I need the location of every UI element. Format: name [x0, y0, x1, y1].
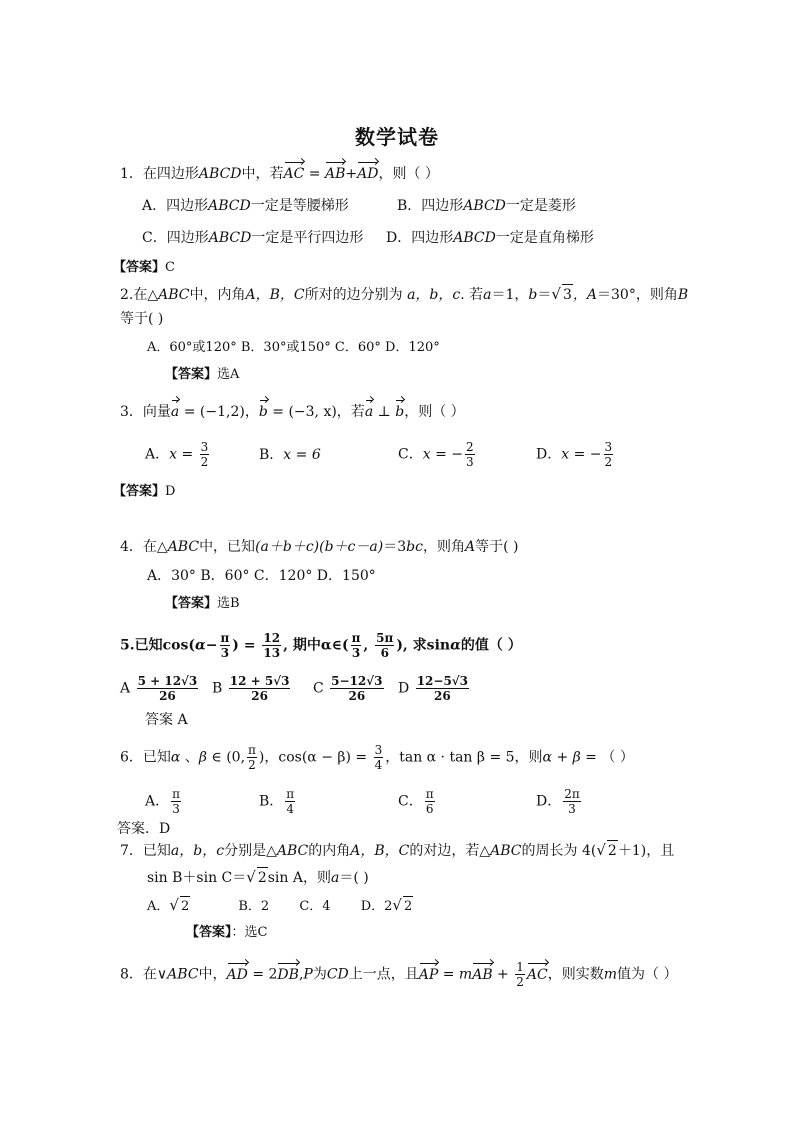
question-2-stem: 2.在△ABC中，内角A，B，C所对的边分别为 a，b，c. 若a＝1，b＝√ 3，A＝30°，则角B	[120, 285, 689, 303]
question-5-option-a: A $\frac{5 + 12√3}{26}$	[120, 674, 198, 703]
question-6-option-a: A． $\frac{\pi}{3}$	[145, 787, 181, 816]
question-1-option-a: A．四边形ABCD一定是等腰梯形	[142, 198, 349, 214]
question-6-option-c: C． $\frac{\pi}{6}$	[398, 787, 434, 816]
question-1-stem: 1．在四边形ABCD中，若AC = AB+AD，则（ ）	[120, 166, 439, 182]
question-2-options: A．60°或120° B．30°或150° C．60° D．120°	[147, 340, 440, 355]
question-1-option-c: C．四边形ABCD一定是平行四边形	[142, 230, 364, 246]
question-5-option-c: C $\frac{5-12√3}{26}$	[313, 674, 383, 703]
question-3-option-c: C．x = − $\frac{2}{3}$	[398, 440, 474, 469]
question-3-answer: 【答案】D	[113, 484, 176, 499]
question-3-option-d: D．x = − $\frac{3}{2}$	[536, 440, 613, 469]
question-7-options: A．√ 2 B．2 C．4 D．2√ 2	[147, 895, 413, 917]
question-6-option-b: B． $\frac{\pi}{4}$	[259, 787, 295, 816]
question-7-stem-cont: sin B＋sin C＝√ 2sin A，则a＝( )	[147, 868, 369, 886]
question-8-stem: 8．在∨ABC中，AD = 2DB,P为CD上一点，且AP = mAB + $\frac{1}{2}$ AC，则实数m值为（ ）	[120, 960, 678, 989]
question-7-answer: 【答案】：选C	[186, 925, 268, 940]
question-6-option-d: D． $\frac{2\pi}{3}$	[536, 787, 580, 816]
question-4-options: A．30° B．60° C．120° D．150°	[147, 568, 376, 584]
question-5-answer: 答案 A	[145, 712, 188, 728]
question-2-stem-cont: 等于( )	[120, 311, 164, 327]
question-5-stem: 5.已知cos(α− $\frac{\pi}{3}$ ) = $\frac{12}{13}$ , 期中α∈( $\frac{\pi}{3}$ , $\frac{5\pi}{6}$ ), 求sinα的值（ ）	[120, 631, 522, 660]
question-6-stem: 6．已知α 、β ∈ (0, $\frac{\pi}{2}$ )，cos(α − β) = $\frac{3}{4}$ ，tan α · tan β = 5，则α + β = （ ）	[120, 743, 634, 772]
question-5-option-b: B $\frac{12 + 5√3}{26}$	[212, 674, 290, 703]
question-3-option-a: A．x = $\frac{3}{2}$	[145, 440, 209, 469]
question-4-answer: 【答案】选B	[165, 596, 240, 611]
question-5-option-d: D $\frac{12-5√3}{26}$	[398, 674, 469, 703]
question-1-answer: 【答案】C	[113, 260, 175, 275]
question-2-answer: 【答案】选A	[165, 367, 240, 382]
question-4-stem: 4．在△ABC中，已知(a＋b＋c)(b＋c－a)＝3bc，则角A等于( )	[120, 539, 519, 555]
question-3-option-b: B．x = 6	[259, 447, 321, 463]
question-6-answer: 答案．D	[117, 821, 171, 837]
question-1-option-d: D．四边形ABCD一定是直角梯形	[386, 230, 594, 246]
question-1-option-b: B．四边形ABCD一定是菱形	[397, 198, 576, 214]
page-title: 数学试卷	[355, 125, 439, 149]
question-3-stem: 3．向量a = (−1,2)，b = (−3, x)，若a ⊥ b，则（ ）	[120, 404, 465, 420]
question-7-stem: 7．已知a，b，c分别是△ABC的内角A，B，C的对边，若△ABC的周长为 4(√ 2＋1)，且	[120, 841, 675, 859]
